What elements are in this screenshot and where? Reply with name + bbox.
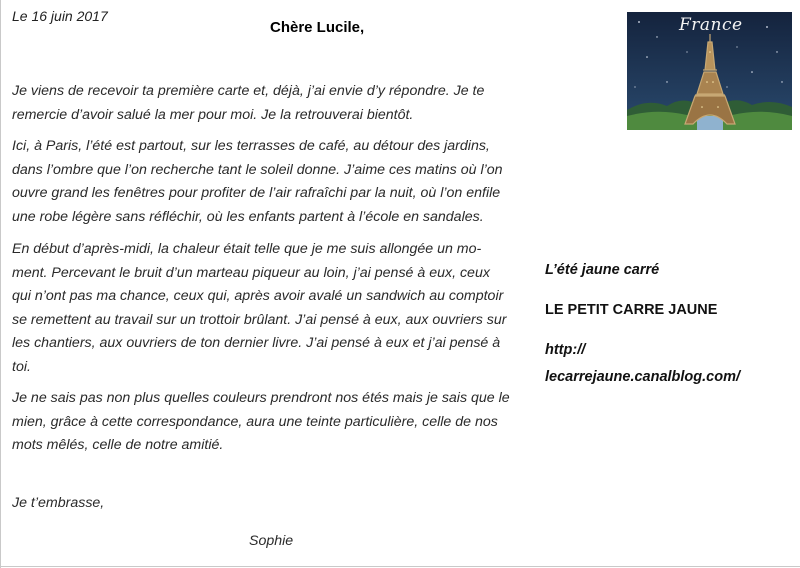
text-line: les chantiers, aux ouvriers de ton dernier livre. J’ai pensé à eux et j’ai pensé à bbox=[12, 335, 501, 351]
text-line: En début d’après-midi, la chaleur était telle que je me suis allongée un mo- bbox=[12, 241, 482, 257]
text-line: mots mêlés, celle de notre amitié. bbox=[12, 437, 224, 453]
text-line: une robe légère sans réfléchir, où les enfants partent à l’école en sandales. bbox=[12, 208, 484, 225]
text-line: Je viens de recevoir ta première carte et, déjà, j’ai envie d’y répondre. Je te bbox=[12, 83, 485, 99]
letter-paragraph bbox=[12, 135, 534, 229]
blog-title: L’été jaune carré bbox=[545, 262, 660, 278]
text-line: se remettent au travail sur un trottoir brûlant. J’ai pensé à eux, aux ouvriers sur bbox=[12, 311, 507, 328]
letter-date: Le 16 juin 2017 bbox=[12, 8, 108, 24]
text-line: toi. bbox=[12, 358, 31, 375]
text-line: mien, grâce à cette correspondance, aura une teinte particulière, celle de nos bbox=[12, 413, 498, 430]
blog-url-line2[interactable]: lecarrejaune.canalblog.com/ bbox=[545, 369, 741, 385]
letter-paragraph bbox=[12, 80, 534, 127]
letter-body bbox=[12, 80, 534, 466]
letter-salutation: Chère Lucile, bbox=[270, 19, 365, 36]
postcard-image bbox=[627, 12, 792, 130]
letter-paragraph bbox=[12, 238, 534, 379]
blog-name: LE PETIT CARRE JAUNE bbox=[545, 302, 718, 318]
text-line: dans l’ombre que l’on recherche tant le soleil donne. J’aime ces matins où l’on bbox=[12, 161, 503, 178]
text-line: Je ne sais pas non plus quelles couleurs prendront nos étés mais je sais que le bbox=[12, 390, 510, 406]
blog-url-line1[interactable]: http:// bbox=[545, 342, 586, 358]
page-border-left bbox=[0, 0, 1, 568]
text-line: Ici, à Paris, l’été est partout, sur les terrasses de café, au détour des jardins, bbox=[12, 138, 490, 154]
page-border-bottom bbox=[0, 566, 800, 567]
letter-signature: Sophie bbox=[249, 533, 294, 549]
text-line: ouvre grand les fenêtres pour profiter de l’air rafraîchi par la nuit, où l’on enfile bbox=[12, 185, 501, 201]
text-line: remercie d’avoir salué la mer pour moi. Je la retrouverai bientôt. bbox=[12, 106, 414, 123]
text-line: ment. Percevant le bruit d’un marteau piqueur au loin, j’ai pensé à eux, ceux bbox=[12, 264, 490, 281]
letter-closing: Je t’embrasse, bbox=[12, 495, 105, 511]
letter-paragraph bbox=[12, 387, 534, 458]
text-line: qui n’ont pas ma chance, ceux qui, après avoir avalé un sandwich au comptoir bbox=[12, 288, 504, 304]
postcard-label: France bbox=[679, 15, 743, 35]
